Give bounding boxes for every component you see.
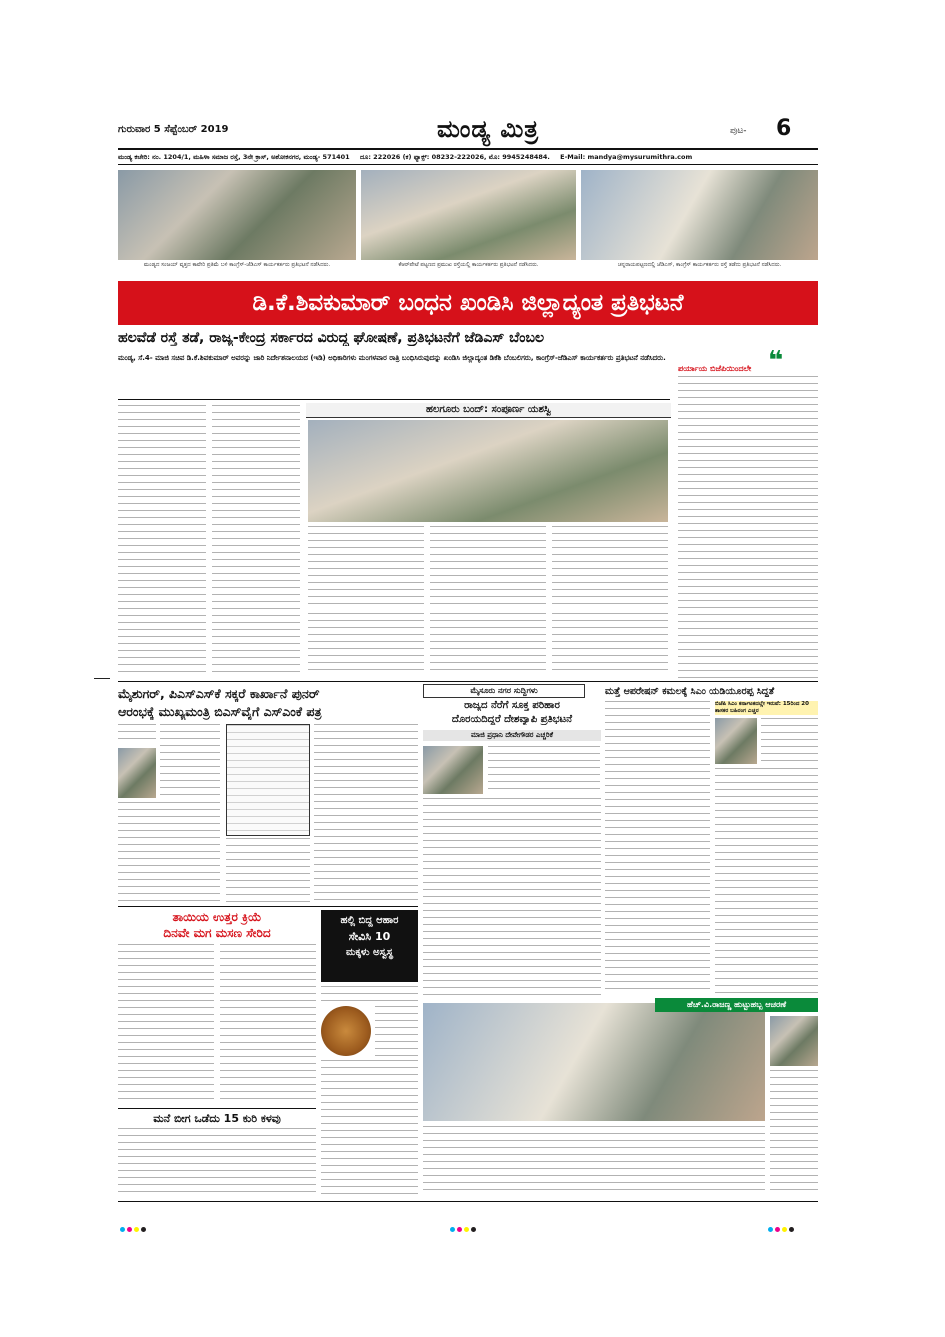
food-text-1 (321, 986, 418, 1002)
halaguru-bandh-photo (308, 420, 668, 522)
operation-kicker: ಬಿಜೆಪಿ ಸಿಎಂ ಕರ್ನಾಟಕದಲ್ಲೇ ಇರುವೆ: 15ರಿಂದ 20 ಶಾಸಕರ ಬಹಿರಂಗ ಎಚ್ಚರ (715, 701, 818, 715)
halaguru-headline: ಹಲಗೂರು ಬಂದ್: ಸಂಪೂರ್ಣ ಯಶಸ್ವಿ (425, 404, 552, 415)
newspaper-page (118, 114, 818, 1208)
color-marks-right (768, 1217, 796, 1236)
color-dot (775, 1227, 780, 1232)
mysugar-text-lead (118, 724, 156, 744)
halaguru-col-2 (430, 526, 546, 606)
lead-column-5 (552, 613, 668, 675)
protest-photo-channarayapatna (581, 170, 818, 260)
color-dot (464, 1227, 469, 1232)
lead-column-4 (430, 613, 546, 675)
color-dot (134, 1227, 139, 1232)
halaguru-col-1 (308, 526, 424, 606)
color-dot (120, 1227, 125, 1232)
theft-rule (118, 1108, 316, 1109)
quote-mark-icon: ❝ (768, 346, 784, 376)
relief-kicker: ಮಾಜಿ ಪ್ರಧಾನಿ ದೇವೇಗೌಡರ ಎಚ್ಚರಿಕೆ (423, 730, 601, 741)
theft-headline: ಮನೆ ಬೀಗ ಒಡೆದು 15 ಕುರಿ ಕಳವು (153, 1112, 281, 1125)
office-address: ಮಂಡ್ಯ ಕಚೇರಿ: ನಂ. 1204/1, ಮಹಿಳಾ ಸಮಾಜ ರಸ್ತೆ, 3ನೇ ಕ್ರಾಸ್, ಅಶೋಕನಗರ, ಮಂಡ್ಯ- 571401 (118, 153, 350, 161)
color-dot (127, 1227, 132, 1232)
page-label: ಪುಟ- (730, 126, 747, 136)
mother-text-2 (220, 944, 316, 1104)
kumaraswamy-photo (715, 718, 757, 764)
mother-text-1 (118, 944, 214, 1104)
rajanna-headline: ಹೆಚ್.ವಿ.ರಾಜಣ್ಣ ಹುಟ್ಟುಹಬ್ಬ ಆಚರಣೆ (686, 1000, 787, 1009)
rajanna-photo (770, 1016, 818, 1066)
color-marks-center (450, 1217, 478, 1236)
lead-subhead: ಹಲವೆಡೆ ರಸ್ತೆ ತಡೆ, ರಾಜ್ಯ-ಕೇಂದ್ರ ಸರ್ಕಾರದ ವಿರುದ್ಧ ಘೋಷಣೆ, ಪ್ರತಿಭಟನೆಗೆ ಜೆಡಿಎಸ್ ಬೆಂಬಲ (118, 330, 545, 346)
color-dot (782, 1227, 787, 1232)
header-rule (118, 148, 818, 150)
phone-numbers: ದೂ: 222026 (ಕ) ಫ್ಯಾಕ್ಸ್: 08232-222026, ಮೊ: 9945248484. (359, 153, 550, 161)
sm-krishna-photo (118, 748, 156, 798)
halaguru-header (306, 403, 671, 418)
lead-headline: ಡಿ.ಕೆ.ಶಿವಕುಮಾರ್ ಬಂಧನ ಖಂಡಿಸಿ ಜಿಲ್ಲಾದ್ಯಂತ ಪ್ರತಿಭಟನೆ (252, 290, 684, 316)
lead-headline-banner (118, 281, 818, 325)
relief-text-1 (488, 746, 600, 794)
color-dot (471, 1227, 476, 1232)
food-text-3 (321, 1060, 418, 1195)
school-story-text (423, 1126, 765, 1196)
food-text-2 (375, 1006, 418, 1056)
school-children-photo (423, 1003, 765, 1121)
intro-rule (118, 399, 670, 400)
photo-caption-1: ಮಂಡ್ಯದ ಸಂಜಯ್ ವೃತ್ತದ ಕಾವೇರಿ ಪ್ರತಿಮೆ ಬಳಿ ಕಾಂಗ್ರೆಸ್-ಜೆಡಿಎಸ್ ಕಾರ್ಯಕರ್ತರು ಪ್ರತಿಭಟನೆ ನಡೆಸಿದರು. (143, 262, 331, 268)
theft-text (118, 1128, 316, 1198)
issue-date: ಗುರುವಾರ 5 ಸೆಪ್ಟೆಂಬರ್ 2019 (118, 124, 229, 135)
mother-headline-1: ತಾಯಿಯ ಉತ್ತರ ಕ್ರಿಯೆ (172, 910, 262, 924)
lead-intro: ಮಂಡ್ಯ, ಸೆ.4- ಮಾಜಿ ಸಚಿವ ಡಿ.ಕೆ.ಶಿವಕುಮಾರ್ ಅವರನ್ನು ಜಾರಿ ನಿರ್ದೇಶನಾಲಯದ (ಇಡಿ) ಅಧಿಕಾರಿಗಳು ಮಂಗಳವಾರ ರಾತ್ರಿ ಬಂಧಿಸಿರುವುದನ್ನು ಖಂಡಿಸಿ ಜಿಲ್ಲಾದ್ಯಂತ ಡಿಕೆಶಿ ಬೆಂಬಲಿಗರು, ಕಾಂಗ್ರೆಸ್-ಜೆಡಿಎಸ್ ಕಾರ್ಯಕರ್ತರು ಪ್ರತಿಭಟನೆ ನಡೆಸಿದರು. (118, 354, 666, 362)
photo-caption-3: ಚನ್ನರಾಯಪಟ್ಟಣದಲ್ಲಿ ಜೆಡಿಎಸ್, ಕಾಂಗ್ರೆಸ್ ಕಾರ್ಯಕರ್ತರು ರಸ್ತೆ ತಡೆದು ಪ್ರತಿಭಟನೆ ನಡೆಸಿದರು. (617, 262, 782, 268)
rajanna-header (655, 998, 818, 1012)
mother-rule (118, 906, 418, 907)
relief-headline-1: ರಾಜ್ಯದ ನೆರೆಗೆ ಸೂಕ್ತ ಪರಿಹಾರ (464, 700, 560, 711)
food-plate-photo (321, 1006, 371, 1056)
rajanna-text (770, 1070, 818, 1195)
color-dot (450, 1227, 455, 1232)
page-number: 6 (776, 116, 792, 141)
lead-column-1 (118, 405, 206, 675)
mysuru-news-label: ಮೈಸೂರು ನಗರ ಸುದ್ದಿಗಳು (470, 686, 538, 695)
color-dot (789, 1227, 794, 1232)
mysugar-text-3 (314, 724, 418, 902)
sidebar-kicker: ಪರ್ಯಾಯ ಬಿಜೆಪಿಯಿಂದಲೇ (678, 364, 752, 373)
operation-text-2 (761, 718, 818, 764)
food-headline-2: ಸೇವಿಸಿ 10 (348, 930, 391, 943)
contact-line (118, 153, 818, 162)
email-address: E-Mail: mandya@mysurumithra.com (560, 153, 693, 161)
mid-rule (118, 681, 818, 682)
registration-mark (94, 678, 110, 679)
color-dot (141, 1227, 146, 1232)
protest-photo-mandya (118, 170, 356, 260)
mysugar-text-2 (118, 802, 220, 902)
sidebar-text (678, 376, 818, 681)
protest-photo-krpet (361, 170, 576, 260)
mother-headline-2: ದಿನವೇ ಮಗ ಮಸಣ ಸೇರಿದ (163, 926, 271, 940)
color-dot (457, 1227, 462, 1232)
mysugar-headline-1: ಮೈಶುಗರ್, ಪಿಎಸ್‌ಎಸ್‌ಕೆ ಸಕ್ಕರೆ ಕಾರ್ಖಾನೆ ಪುನರ್ (118, 686, 320, 701)
lead-column-2 (212, 405, 300, 675)
mysuru-news-label-box (423, 684, 585, 698)
letter-image (226, 724, 310, 836)
mysugar-text-1 (160, 724, 220, 799)
operation-text-1 (605, 701, 710, 991)
mysugar-text-4 (226, 838, 310, 902)
food-headline-box (321, 910, 418, 982)
halaguru-col-3 (552, 526, 668, 606)
food-headline-1: ಹಲ್ಲಿ ಬಿದ್ದ ಆಹಾರ (340, 915, 399, 926)
footer-rule (118, 1201, 818, 1202)
operation-headline: ಮತ್ತೆ ಆಪರೇಷನ್ ಕಮಲಕ್ಕೆ ಸಿಎಂ ಯಡಿಯೂರಪ್ಪ ಸಿದ್ಧತೆ (605, 686, 775, 697)
mysugar-headline-2: ಆರಂಭಕ್ಕೆ ಮುಖ್ಯಮಂತ್ರಿ ಬಿಎಸ್‌ವೈಗೆ ಎಸ್‌ಎಂಕೆ ಪತ್ರ (118, 704, 322, 719)
devegowda-photo (423, 746, 483, 794)
operation-text-3 (715, 768, 818, 993)
color-dot (768, 1227, 773, 1232)
lead-column-3 (308, 613, 424, 675)
color-marks-left (120, 1217, 148, 1236)
contact-rule (118, 164, 818, 165)
relief-headline-2: ದೊರಯದಿದ್ದರೆ ದೇಶವ್ಯಾಪಿ ಪ್ರತಿಭಟನೆ (451, 714, 573, 725)
food-headline-3: ಮಕ್ಕಳು ಅಸ್ವಸ್ಥ (345, 947, 394, 958)
photo-caption-2: ಕೆಆರ್‌ಪೇಟೆ ಪಟ್ಟಣದ ಪ್ರಮುಖ ರಸ್ತೆಯಲ್ಲಿ ಕಾರ್ಯಕರ್ತರು ಪ್ರತಿಭಟನೆ ನಡೆಸಿದರು. (398, 262, 539, 268)
relief-text-2 (423, 798, 601, 998)
masthead: ಮಂಡ್ಯ ಮಿತ್ರ (436, 114, 540, 143)
